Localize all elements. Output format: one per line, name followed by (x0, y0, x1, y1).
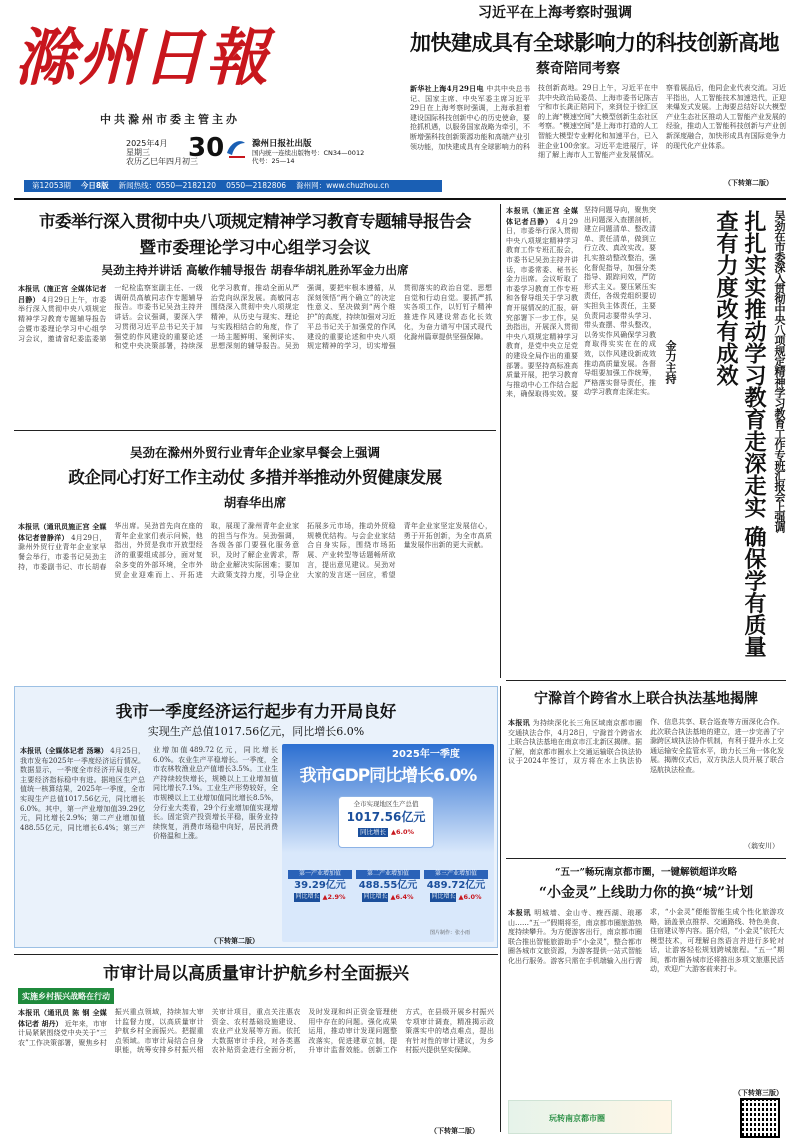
date-lunar: 农历乙巳年四月初三 (126, 157, 198, 166)
labor-title: “小金灵”上线助力你的换“城”计划 (538, 885, 754, 901)
bar-primary (288, 852, 352, 938)
labor-more: （下转第三版） (734, 1088, 783, 1097)
story2-title-a: 市委举行深入贯彻中央八项规定精神学习教育专题辅导报告会 (39, 212, 471, 231)
story5-body (508, 718, 784, 838)
gdp-text: 4月25日，我市发布2025年一季度经济运行情况。数据显示，一季度全市经济开局良好，主要经济指标稳中有进。据地区生产总值统一核算结果，2025年一季度，全市实现生产总值1017.56亿元，同比增长6.0%。其中，第一产业增加值39.29亿元，同比增长2.9%；第二产业增加值488.55亿元，同比增长6.4%；第三产业增加值489.72亿元，同比增长6.0%。农业生产平稳增长。一季度，全市农林牧渔业总产值增长3.5%。工业生产持续较快增长，规模以上工业增加值同比增长7.1%。工业生产形势较好，全市规模以上工业增加值同比增长8.5%，分行业大类看，29个行业增加值实现增长。固定资产投资增长平稳，服务业持续恢复，消费市场稳中向好，居民消费价格温和上涨。 (20, 746, 278, 841)
masthead-sponsor: 中共滁州市委主管主办 (100, 113, 240, 126)
gdp-infographic (282, 744, 494, 942)
story2-text: 4月29日上午，市委举行深入贯彻中央八项规定精神学习教育专题辅导报告会暨市委理论学习中心组学习会议，邀请省纪委监委第一纪检监察室副主任、一级调研员高敏同志作专题辅导报告。市委书记吴劲主持并讲话。会议强调，要深入学习贯彻习近平总书记关于加强党的作风建设的重要论述和党中央决策部署，持续深化学习教育，推动全面从严治党向纵深发展。高敏同志围绕深入贯彻中央八项规定精神，从历史与现实、理论与实践相结合的角度，作了一场主题鲜明、案例详实、思想深刻的辅导报告。吴劲强调，要把牢根本遵循，从深刻领悟“两个确立”的决定性意义、坚决做到“两个维护”的高度，持续加强对习近平总书记关于加强党的作风建设的重要论述和中央八项规定精神的学习，切实增强贯彻落实的政治自觉、思想自觉和行动自觉。要抓严抓实各项工作，以钉钉子精神推进作风建设常态化长效化，为奋力谱写中国式现代化滁州篇章提供坚强保障。 (18, 284, 492, 351)
story3-title: 政企同心打好工作主动仗 多措并举推动外贸健康发展 (68, 468, 442, 487)
story4-title: 扎扎实实推动学习教育走深走实 确保学有质量查有力度改有成效 (713, 210, 767, 658)
audit-body (18, 1008, 494, 1124)
top-story-text: 中共中央总书记、国家主席、中央军委主席习近平29日在上海考察时强调，上海承担着建设国际科技创新中心的历史使命，要抢抓机遇，以服务国家战略为牵引，不断增强科技创新策源功能和高端产业引领功能，加快建成具有全球影响力的科技创新高地。29日上午，习近平在中共中央政治局委员、上海市委书记陈吉宁和市长龚正陪同下，来到位于徐汇区的上海“模速空间”大模型创新生态社区考察。“模速空间”是上海市打造的人工智能大模型专业孵化和加速平台，已入驻企业100余家。习近平走进展厅，详细了解上海市人工智能产业发展情况。察看展品后，他同企业代表交流。习近平指出，人工智能技术加速迭代，正迎来爆发式发展。上海要总结好以大模型产业生态社区推动人工智能产业发展的经验，推动人工智能科技创新与产业创新深度融合，加快形成具有国际竞争力的现代化产业体系。 (410, 84, 786, 160)
top-story-title: 加快建成具有全球影响力的科技创新高地 (410, 30, 779, 55)
gdp-lead: 本报讯（全媒体记者 汤琳） (20, 746, 108, 755)
gdp-title: 我市一季度经济运行起步有力开局良好 (115, 702, 397, 721)
bar-growth-label: 同比增长 (362, 893, 388, 902)
story5-text: 为持续深化长三角区域南京都市圈交通执法合作，4月28日，宁滁首个跨省水上联合执法基地在南京市江北新区揭牌。据了解，南京都市圈水上交通运输联合执法协议于2024年签订，双方将在水上执法协作、信息共享、联合巡查等方面深化合作。此次联合执法基地的建立，进一步完善了宁滁跨区域执法协作机制，有利于提升水上交通运输安全监管水平，助力长三角一体化发展。揭牌仪式后，双方执法人员开展了联合巡航执法检查。 (508, 718, 784, 774)
story3-kicker: 吴劲在滁州外贸行业青年企业家早餐会上强调 (129, 445, 380, 460)
ad-hotline: 0550—2182806 (226, 181, 287, 190)
audit-lead: 本报讯（通讯员 陈 钢 全媒体记者 胡丹） (18, 1008, 107, 1028)
labor-body (508, 908, 784, 1094)
total-growth: ▲6.0% (390, 828, 415, 837)
gdp-body (20, 746, 278, 942)
story2-lead: 本报讯（施正宫 全媒体记者 吕静） (18, 284, 107, 304)
date-weekday: 星期三 (126, 148, 150, 157)
newspaper-logo (225, 137, 247, 159)
page-count: 今日8版 (80, 181, 109, 190)
labor-banner-text: 玩转南京都市圈 (549, 1114, 605, 1123)
bar-growth: ▲2.9% (322, 892, 346, 901)
infographic-credit: 图片制作：张小雨 (430, 930, 471, 936)
bar-secondary (356, 852, 420, 938)
cn-number: 国内统一连续出版物号：CN34—0012 (252, 149, 365, 157)
bar-label: 第一产业增加值 (288, 870, 352, 879)
bar-value: 39.29亿元 (294, 879, 346, 891)
infographic-heading: 2025年一季度 (392, 749, 460, 760)
price-code: 代号：25—14 (252, 157, 295, 165)
bar-growth: ▲6.0% (458, 892, 482, 901)
story3-subtitle: 胡春华出席 (223, 495, 287, 510)
total-label: 全市实现地区生产总值 (353, 800, 419, 808)
gdp-more: （下转第二版） (210, 936, 259, 945)
story2-body (18, 284, 492, 422)
story3-lead: 本报讯（通讯员施正宫 全媒体记者曾静洋） (18, 522, 107, 542)
story5-lead: 本报讯 (508, 718, 530, 727)
bar-growth: ▲6.4% (390, 892, 414, 901)
story3-text: 4月29日，滁州外贸行业青年企业家早餐会举行，市委书记吴劲主持，市委副书记、市长胡春华出席。吴劲首先向在座的青年企业家们表示问候，他指出，外贸是我市开放型经济的重要组成部分，面对复杂多变的外部环境，全市外贸企业迎难而上、开拓进取，展现了滁州青年企业家的担当与作为。吴劲强调，各级各部门要强化服务意识，及时了解企业需求，帮助企业解决实际困难；要加大政策支持力度，引导企业拓展多元市场，推动外贸稳规模优结构。与会企业家结合自身实际，围绕市场拓展、产业转型等话题畅所欲言，提出意见建议。吴劲对大家的发言逐一回应，希望青年企业家坚定发展信心，勇于开拓创新，为全市高质量发展作出新的更大贡献。 (18, 522, 492, 579)
date-day: 30 (188, 133, 225, 163)
total-growth-label: 同比增长 (359, 828, 386, 837)
story2-title-b: 暨市委理论学习中心组学习会议 (139, 238, 371, 257)
publisher: 滁州日报社出版 (252, 139, 312, 149)
infographic-total-card (338, 796, 434, 848)
top-story-body (410, 84, 786, 176)
story4-lead: 本报讯（施正宫 全媒体记者吕静） (506, 206, 578, 226)
labor-banner (508, 1100, 672, 1134)
labor-lead: 本报讯 (508, 908, 532, 917)
bar-growth-label: 同比增长 (294, 893, 320, 902)
audit-text: 近年来，市审计局紧紧围绕党中央关于“三农”工作决策部署，聚焦乡村振兴重点领域，持续加大审计监督力度，以高质量审计护航乡村全面振兴。把握重点领域。市审计局结合自身职能，统筹安排乡村振兴相关审计项目，重点关注惠农资金、农村基础设施建设、农业产业发展等方面。依托大数据审计手段，对各类惠农补贴资金进行全面分析，及时发现和纠正资金管理使用中存在的问题。强化成果运用，推动审计发现问题整改落实，促进建章立制，提升审计监督效能。创新工作方式，在县级开展乡村振兴专项审计调查，精准揭示政策落实中的堵点难点，提出有针对性的审计建议，为乡村振兴提供坚实保障。 (18, 1008, 494, 1054)
date-month: 2025年4月 (126, 139, 168, 148)
story4-text: 4月29日，市委举行深入贯彻中央八项规定精神学习教育工作专班汇报会，市委书记吴劲主持并讲话，市委常委、秘书长金力出席。会议听取了市委学习教育工作专班和各督导组关于学习教育开展情况的汇报，研究部署下一步工作。吴劲指出，开展深入贯彻中央八项规定精神学习教育，是党中央立足党的建设全局作出的重要部署。要坚持高标准高质量开展，把学习教育与推动中心工作结合起来，确保取得实效。要坚持问题导向，聚焦突出问题深入查摆剖析，建立问题清单、整改清单、责任清单，做到立行立改、真改实改。要扎实推动整改整治，强化督促指导，加强分类指导、跟踪问效，严防形式主义。要压紧压实责任，各级党组织要切实担负主体责任，主要负责同志要带头学习、带头查摆、带头整改，以务实作风确保学习教育取得实实在在的成效，以作风建设新成效推动高质量发展。各督导组要加强工作统筹，严格落实督导责任，推动学习教育走深走实。 (506, 206, 656, 399)
total-value: 1017.56亿元 (346, 810, 426, 825)
bar-value: 488.55亿元 (358, 879, 418, 891)
story2-subtitle: 吴劲主持并讲话 高敏作辅导报告 胡春华胡礼胜孙军金力出席 (101, 263, 409, 277)
website[interactable]: 滁州网：www.chuzhou.cn (296, 181, 390, 190)
top-story-kicker: 习近平在上海考察时强调 (478, 5, 632, 21)
bar-growth-label: 同比增长 (430, 893, 456, 902)
info-bar (24, 180, 442, 192)
top-story-subtitle: 蔡奇陪同考察 (536, 61, 620, 77)
top-story-lead: 新华社上海4月29日电 (410, 84, 484, 93)
infographic-bars (288, 852, 488, 938)
audit-tag: 实施乡村振兴战略在行动 (18, 988, 114, 1004)
bar-label: 第三产业增加值 (424, 870, 488, 879)
labor-text: 明城墙、金山寺、瘦西湖、琅琊山……“五一”假期将至，南京都市圈旅游热度持续攀升。为方便游客出行，南京都市圈联合推出智能旅游助手“小金灵”，整合都市圈各城市文旅资源，为游客提供一站式智能化出行服务。游客只需在手机端输入出行需求，“小金灵”便能智能生成个性化旅游攻略，涵盖景点推荐、交通路线、特色美食、住宿建议等内容。据介绍，“小金灵”依托大模型技术，可理解自然语言并进行多轮对话，让游客轻松规划跨城旅程。“五一”期间，都市圈各城市还将推出多项文旅惠民活动，欢迎广大游客前来打卡。 (508, 908, 784, 973)
bar-value: 489.72亿元 (426, 879, 486, 891)
labor-kicker: “五一”畅玩南京都市圈，一键解锁超详攻略 (555, 867, 737, 878)
story4-kicker: 吴劲在市委深入贯彻中央八项规定精神学习教育工作专班汇报会上强调 (773, 210, 786, 533)
top-story-more: （下转第二版） (724, 178, 773, 187)
story3-body (18, 522, 492, 672)
news-hotline: 新闻热线：0550—2182120 (118, 181, 217, 190)
issue-number: 第12053期 (32, 181, 71, 190)
story5-title: 宁滁首个跨省水上联合执法基地揭牌 (534, 691, 758, 707)
bar-label: 第二产业增加值 (356, 870, 420, 879)
story4-body (506, 206, 656, 672)
story4-subtitle: 金力主持 (664, 340, 677, 384)
audit-more: （下转第二版） (430, 1126, 479, 1135)
gdp-subtitle: 实现生产总值1017.56亿元，同比增长6.0% (147, 725, 365, 738)
audit-title: 市审计局以高质量审计护航乡村全面振兴 (103, 964, 409, 984)
masthead-title: 滁州日報 (14, 21, 271, 94)
story5-author: （翁安川） (744, 842, 779, 850)
bar-tertiary (424, 852, 488, 938)
qr-code[interactable] (740, 1098, 780, 1138)
infographic-big: 我市GDP同比增长6.0% (299, 766, 477, 786)
